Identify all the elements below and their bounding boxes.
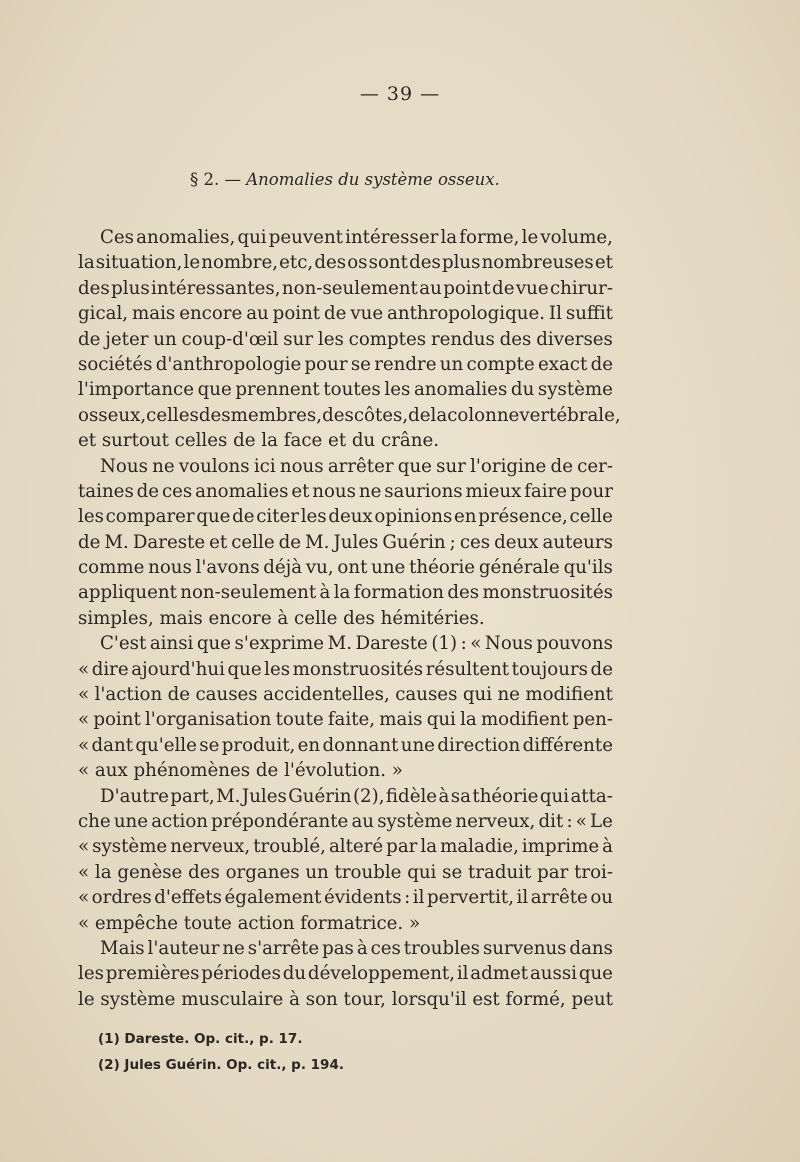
text-line: la situation, le nombre, etc, des os sont des plus nombreuses et	[78, 252, 613, 274]
text-line: simples, mais encore à celle des hémitéries.	[78, 607, 485, 629]
text-line: « ordres d'effets également évidents : il pervertit, il arrête ou	[78, 887, 613, 909]
text-line: des plus intéressantes, non-seulement au point de vue chirur-	[78, 277, 613, 299]
text-line: de jeter un coup-d'œil sur les comptes rendus des diverses	[78, 328, 613, 350]
text-line: sociétés d'anthropologie pour se rendre un compte exact de	[78, 353, 613, 375]
text-line: « dire ajourd'hui que les monstruosités résultent toujours de	[78, 658, 613, 680]
text-line: D'autre part, M. Jules Guérin (2), fidèle à sa théorie qui atta-	[100, 785, 613, 807]
page-number: — 39 —	[359, 83, 441, 105]
body-text	[78, 225, 621, 1012]
text-line: l'importance que prennent toutes les anomalies du système	[78, 379, 613, 401]
text-line: « la genèse des organes un trouble qui se traduit par troi-	[78, 861, 613, 883]
text-line: C'est ainsi que s'exprime M. Dareste (1) : « Nous pouvons	[100, 633, 613, 655]
text-line: et surtout celles de la face et du crâne.	[78, 430, 440, 452]
text-line: « empêche toute action formatrice. »	[78, 912, 421, 934]
footnotes	[98, 1026, 344, 1078]
text-line: gical, mais encore au point de vue anthropologique. Il suffit	[78, 303, 613, 325]
text-line: Nous ne voulons ici nous arrêter que sur l'origine de cer-	[100, 455, 613, 477]
text-line: appliquent non-seulement à la formation des monstruosités	[78, 582, 613, 604]
text-line: « aux phénomènes de l'évolution. »	[78, 760, 403, 782]
text-line: « l'action de causes accidentelles, causes qui ne modifient	[78, 684, 613, 706]
text-line: Mais l'auteur ne s'arrête pas à ces troubles survenus dans	[100, 937, 613, 959]
text-line: les premières périodes du développement, il admet aussi que	[78, 963, 613, 985]
text-line: « système nerveux, troublé, alteré par la maladie, imprime à	[78, 836, 613, 858]
text-line: comme nous l'avons déjà vu, ont une théorie générale qu'ils	[78, 557, 613, 579]
text-line: les comparer que de citer les deux opinions en présence, celle	[78, 506, 613, 528]
section-number: § 2. —	[190, 170, 241, 189]
footnote: (1) Dareste. Op. cit., p. 17.	[98, 1031, 303, 1047]
text-line: che une action prépondérante au système nerveux, dit : « Le	[78, 810, 613, 832]
text-line: osseux, celles des membres, des côtes, de la colonne vertébrale,	[78, 404, 621, 426]
section-title: Anomalies du système osseux.	[246, 170, 500, 189]
text-line: Ces anomalies, qui peuvent intéresser la forme, le volume,	[100, 227, 613, 248]
text-line: « point l'organisation toute faite, mais qui la modifient pen-	[78, 709, 613, 731]
text-line: de M. Dareste et celle de M. Jules Guérin ; ces deux auteurs	[78, 531, 613, 553]
text-line: « dant qu'elle se produit, en donnant une direction différente	[78, 734, 613, 756]
section-heading	[190, 170, 500, 189]
text-line: taines de ces anomalies et nous ne saurions mieux faire pour	[78, 480, 613, 502]
footnote: (2) Jules Guérin. Op. cit., p. 194.	[98, 1057, 344, 1073]
text-line: le système musculaire à son tour, lorsqu'il est formé, peut	[78, 988, 613, 1010]
